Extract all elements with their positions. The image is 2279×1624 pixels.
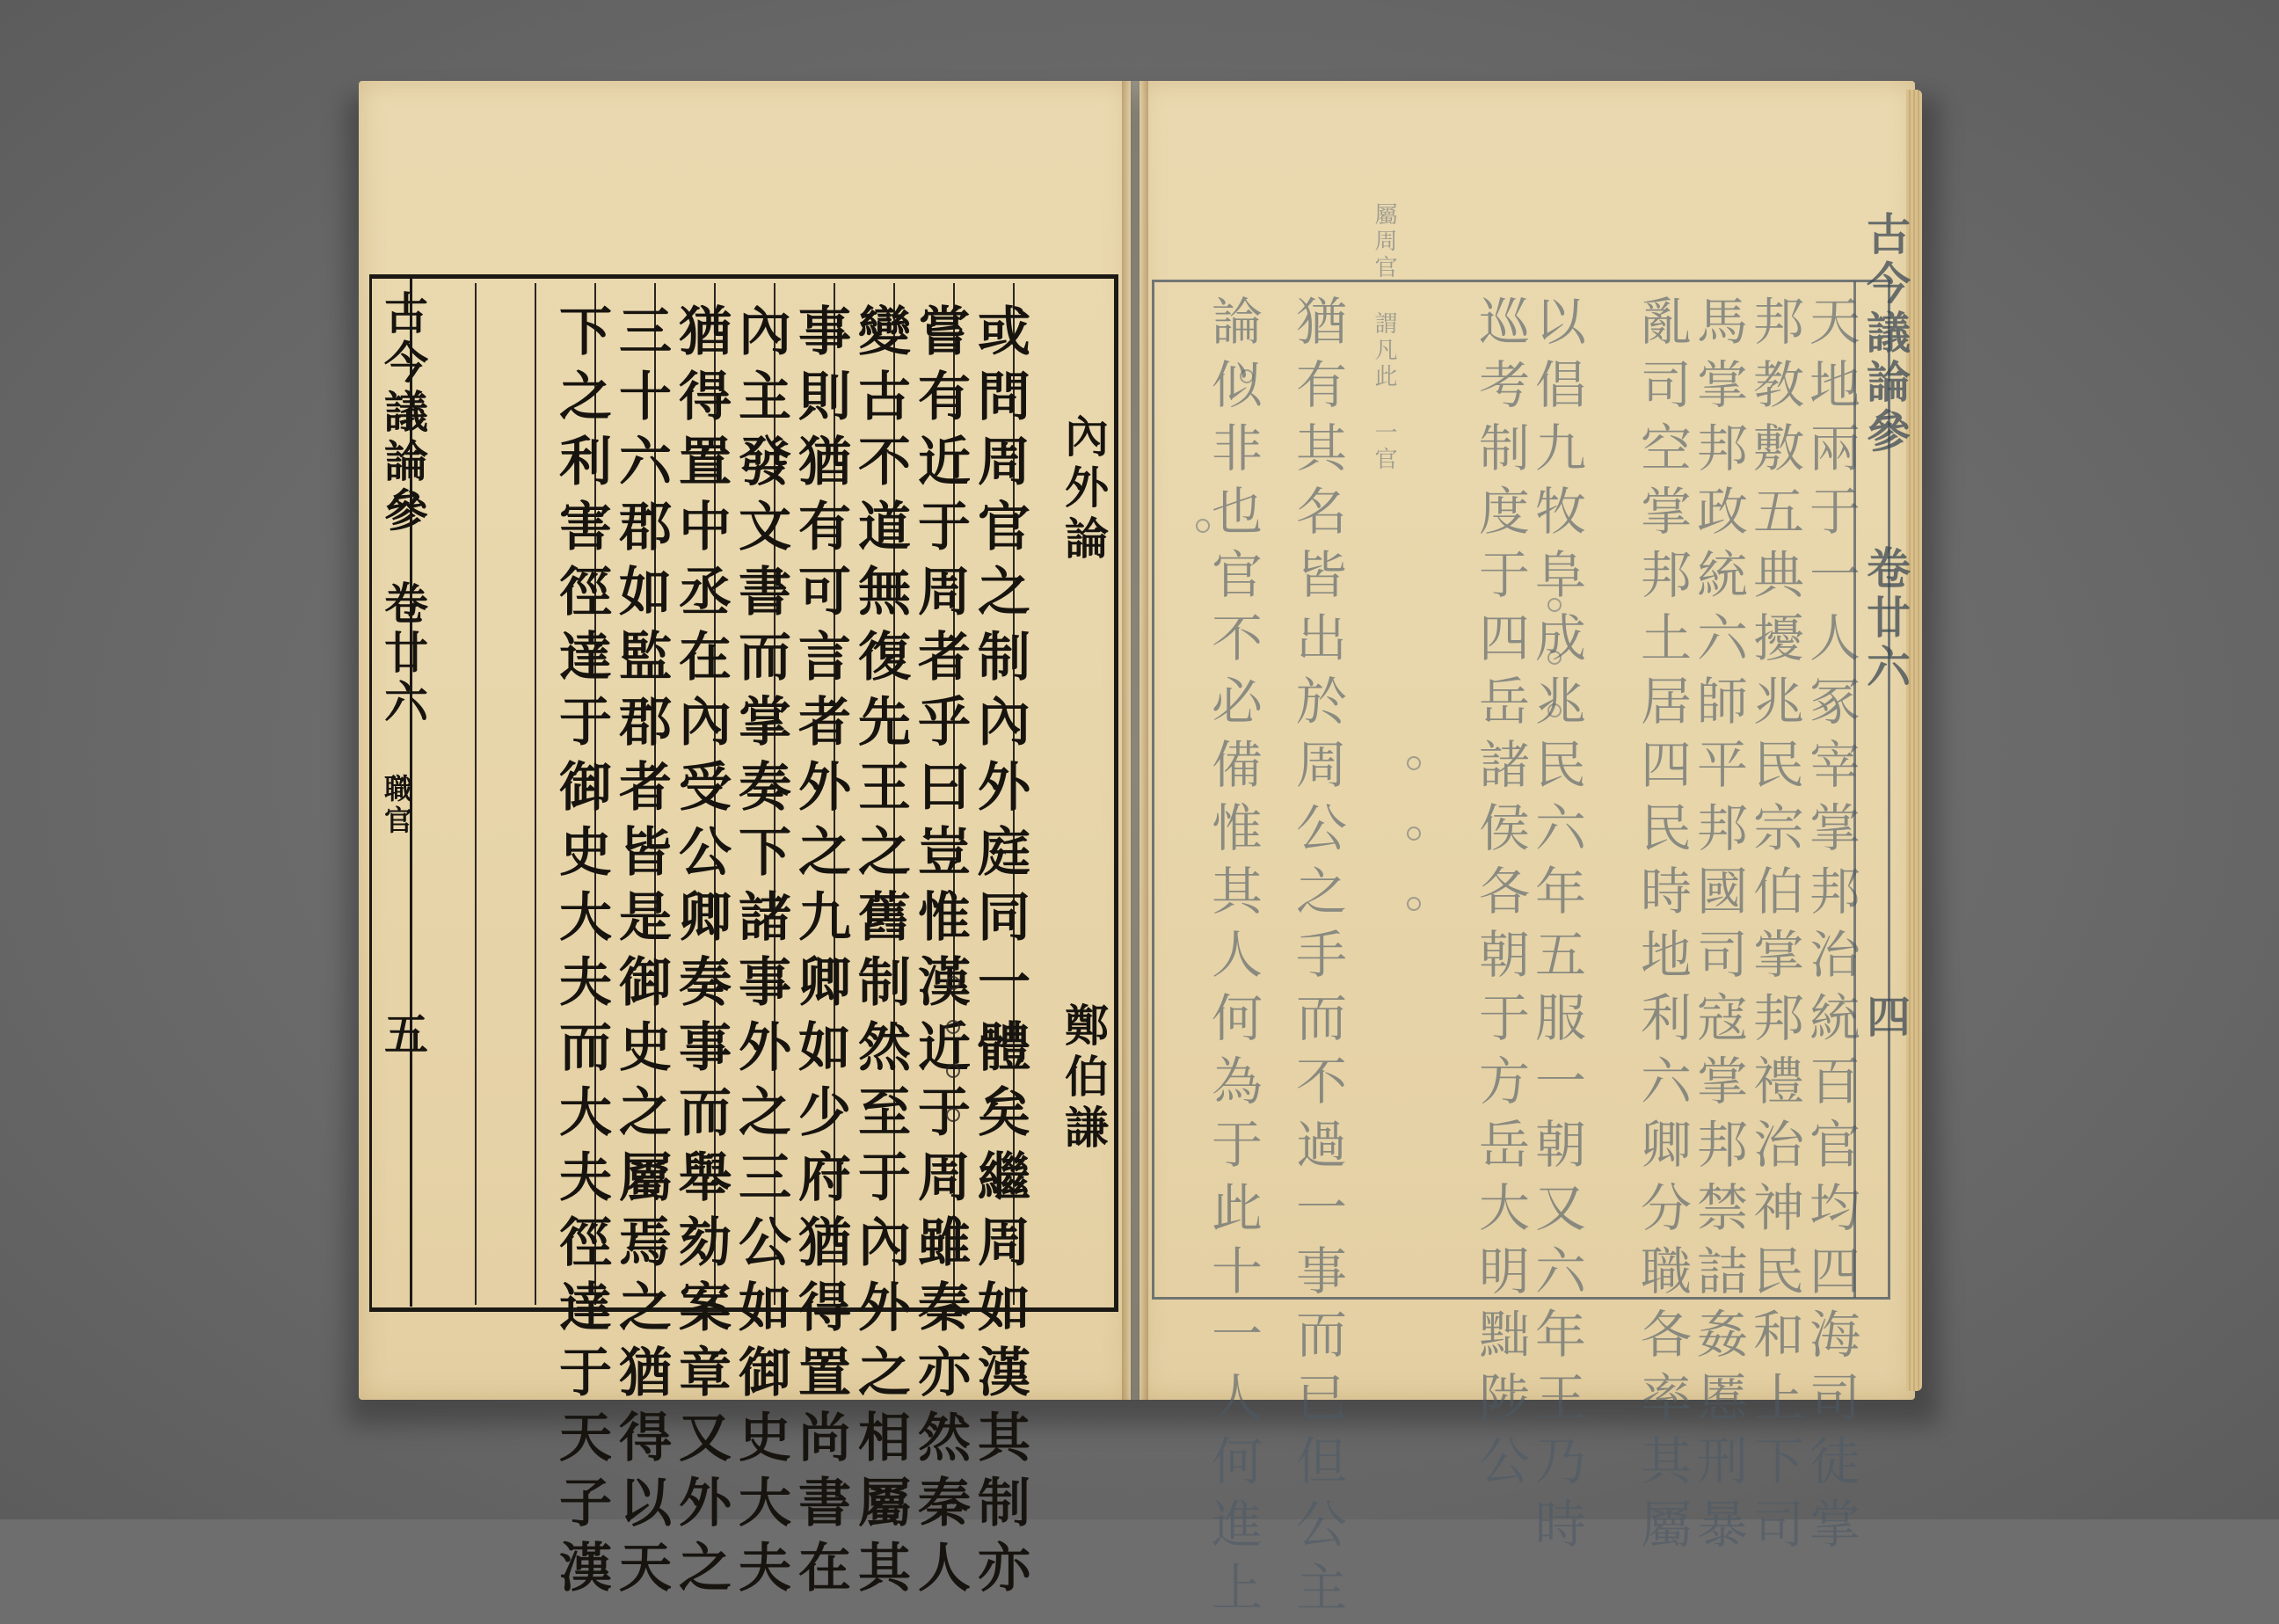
text-column: 事則猶有可言者外之九卿如少府猶得置尚書在 [790,303,851,1605]
left-margin-volume: 卷廿六 [377,580,429,728]
punctuation-circle [1196,519,1210,533]
right-top-note: 屬周官 謂凡此 一官 [1371,202,1397,473]
left-margin-section: 職官 [380,774,413,837]
column-rule [475,283,477,1305]
text-column: 猶有其名皆出於周公之手而不過一事而已但公主 [1287,295,1347,1624]
punctuation-circle [1407,827,1421,841]
text-column: 馬掌邦政統六師平邦國司寇掌邦禁詰姦慝刑暴 [1688,295,1748,1561]
text-column: 以倡九牧阜成兆民六年五服一朝又六年王乃時 [1526,295,1586,1561]
left-margin-title: 古今議論參 [377,290,429,536]
column-rule [535,283,536,1305]
essay-heading: 內外論 [1058,413,1110,566]
punctuation-circle [946,1020,960,1034]
left-page-number: 五 [377,1011,429,1060]
text-column: 或問周官之制內外庭同一體矣繼周如漢其制亦 [969,303,1030,1605]
text-column: 巡考制度于四岳諸侯各朝于方岳大明黜陟公 [1470,295,1530,1497]
right-page-number: 四 [1860,994,1911,1043]
punctuation-circle [1547,703,1562,717]
punctuation-circle [1240,369,1254,383]
essay-author: 鄭伯謙 [1058,1002,1110,1155]
punctuation-circle [1407,897,1421,911]
text-column: 下之利害徑達于御史大夫而大夫徑達于天子漢 [550,303,612,1605]
text-column: 嘗有近于周者乎曰豈惟漢近于周雖秦亦然秦人 [909,303,971,1605]
book-gutter [1122,81,1148,1400]
right-margin-title: 古今議論參 [1860,211,1911,457]
punctuation-circle [1547,598,1562,612]
right-margin-volume: 卷廿六 [1860,545,1911,693]
text-column: 猶得置中丞在內受公卿奏事而舉劾案章又外之 [670,303,732,1605]
text-column: 天地兩于一人冢宰掌邦治統百官均四海司徒掌 [1801,295,1860,1561]
text-column: 邦教敷五典擾兆民宗伯掌邦禮治神民和上下司 [1744,295,1804,1561]
text-column: 變古不道無復先王之舊制然至于內外之相屬其 [849,303,911,1605]
text-column: 三十六郡如監郡者皆是御史之屬焉之猶得以天 [610,303,672,1605]
text-column: 論似非也官不必備惟其人何為于此十一人何進上 [1203,295,1263,1624]
text-column: 內主發文書而掌奏下諸事外之三公如御史大夫 [730,303,791,1605]
punctuation-circle [946,1064,960,1078]
punctuation-circle [1407,756,1421,770]
punctuation-circle [946,976,960,990]
text-column: 亂司空掌邦土居四民時地利六卿分職各率其屬 [1632,295,1692,1561]
punctuation-circle [1547,651,1562,665]
punctuation-circle [946,1108,960,1122]
